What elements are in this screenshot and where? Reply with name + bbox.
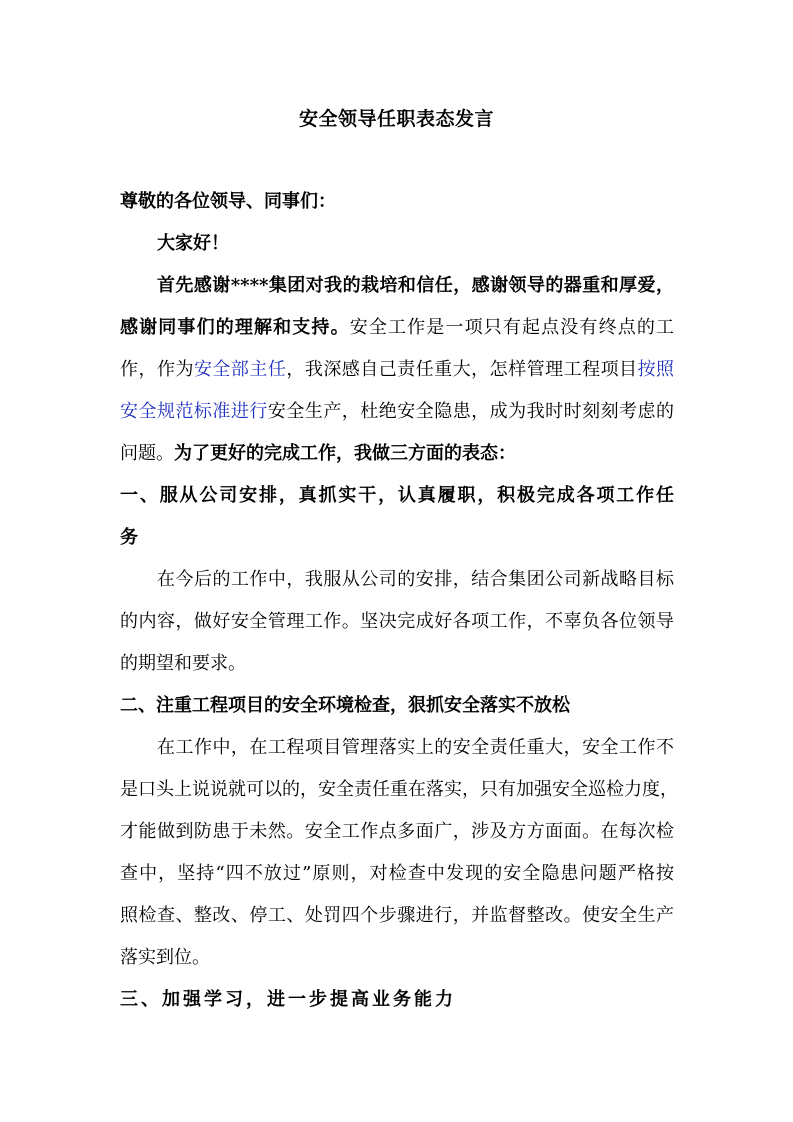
section2-para-line-3: 才能做到防患于未然。安全工作点多面广，涉及方方面面。在每次检 <box>120 821 674 842</box>
section1-para-line-2: 的内容，做好安全管理工作。坚决完成好各项工作，不辜负各位领导 <box>120 611 674 632</box>
section2-para-line-5: 照检查、整改、停工、处罚四个步骤进行，并监督整改。使安全生产 <box>120 905 674 926</box>
intro-line-1: 首先感谢****集团对我的栽培和信任，感谢领导的器重和厚爱， <box>157 275 674 296</box>
section1-para-line-3: 的期望和要求。 <box>120 653 246 674</box>
section2-para-line-1: 在工作中，在工程项目管理落实上的安全责任重大，安全工作不 <box>157 737 674 758</box>
intro-line-2 <box>120 316 674 340</box>
greeting: 大家好！ <box>157 233 229 254</box>
intro-line-3-text-b: ，我深感自己责任重大，怎样管理工程项目 <box>286 359 638 380</box>
intro-line-2-bold: 感谢同事们的理解和支持。 <box>120 317 350 338</box>
section2-para-line-2: 是口头上说说就可以的，安全责任重在落实，只有加强安全巡检力度， <box>120 779 678 800</box>
intro-line-5-text: 问题。 <box>120 443 174 464</box>
section3-heading: 三、加强学习，进一步提高业务能力 <box>120 989 456 1010</box>
section2-para-line-6: 落实到位。 <box>120 947 210 968</box>
section2-para-line-4: 查中，坚持“四不放过”原则，对检查中发现的安全隐患问题严格按 <box>120 863 674 884</box>
section1-heading-line-2: 务 <box>120 527 138 548</box>
intro-link-standards[interactable]: 安全规范标准进行 <box>120 401 268 422</box>
intro-line-3-text-a: 作，作为 <box>120 359 194 380</box>
intro-line-5 <box>120 442 516 466</box>
intro-link-position[interactable]: 安全部主任 <box>193 359 287 380</box>
document-title: 安全领导任职表态发言 <box>298 108 494 130</box>
intro-link-according[interactable]: 按照 <box>637 359 675 380</box>
section1-para-line-1: 在今后的工作中，我服从公司的安排，结合集团公司新战略目标 <box>157 569 674 590</box>
section2-heading: 二、注重工程项目的安全环境检查，狠抓安全落实不放松 <box>120 695 570 716</box>
intro-line-4-text: 安全生产，杜绝安全隐患，成为我时时刻刻考虑的 <box>267 401 675 422</box>
salutation: 尊敬的各位领导、同事们： <box>120 191 336 212</box>
intro-line-2-text: 安全工作是一项只有起点没有终点的工 <box>349 317 675 338</box>
intro-line-5-bold: 为了更好的完成工作，我做三方面的表态： <box>174 443 516 464</box>
intro-line-4 <box>120 400 674 424</box>
intro-line-3 <box>120 358 674 382</box>
section1-heading-line-1: 一、服从公司安排，真抓实干，认真履职，积极完成各项工作任 <box>120 485 674 506</box>
